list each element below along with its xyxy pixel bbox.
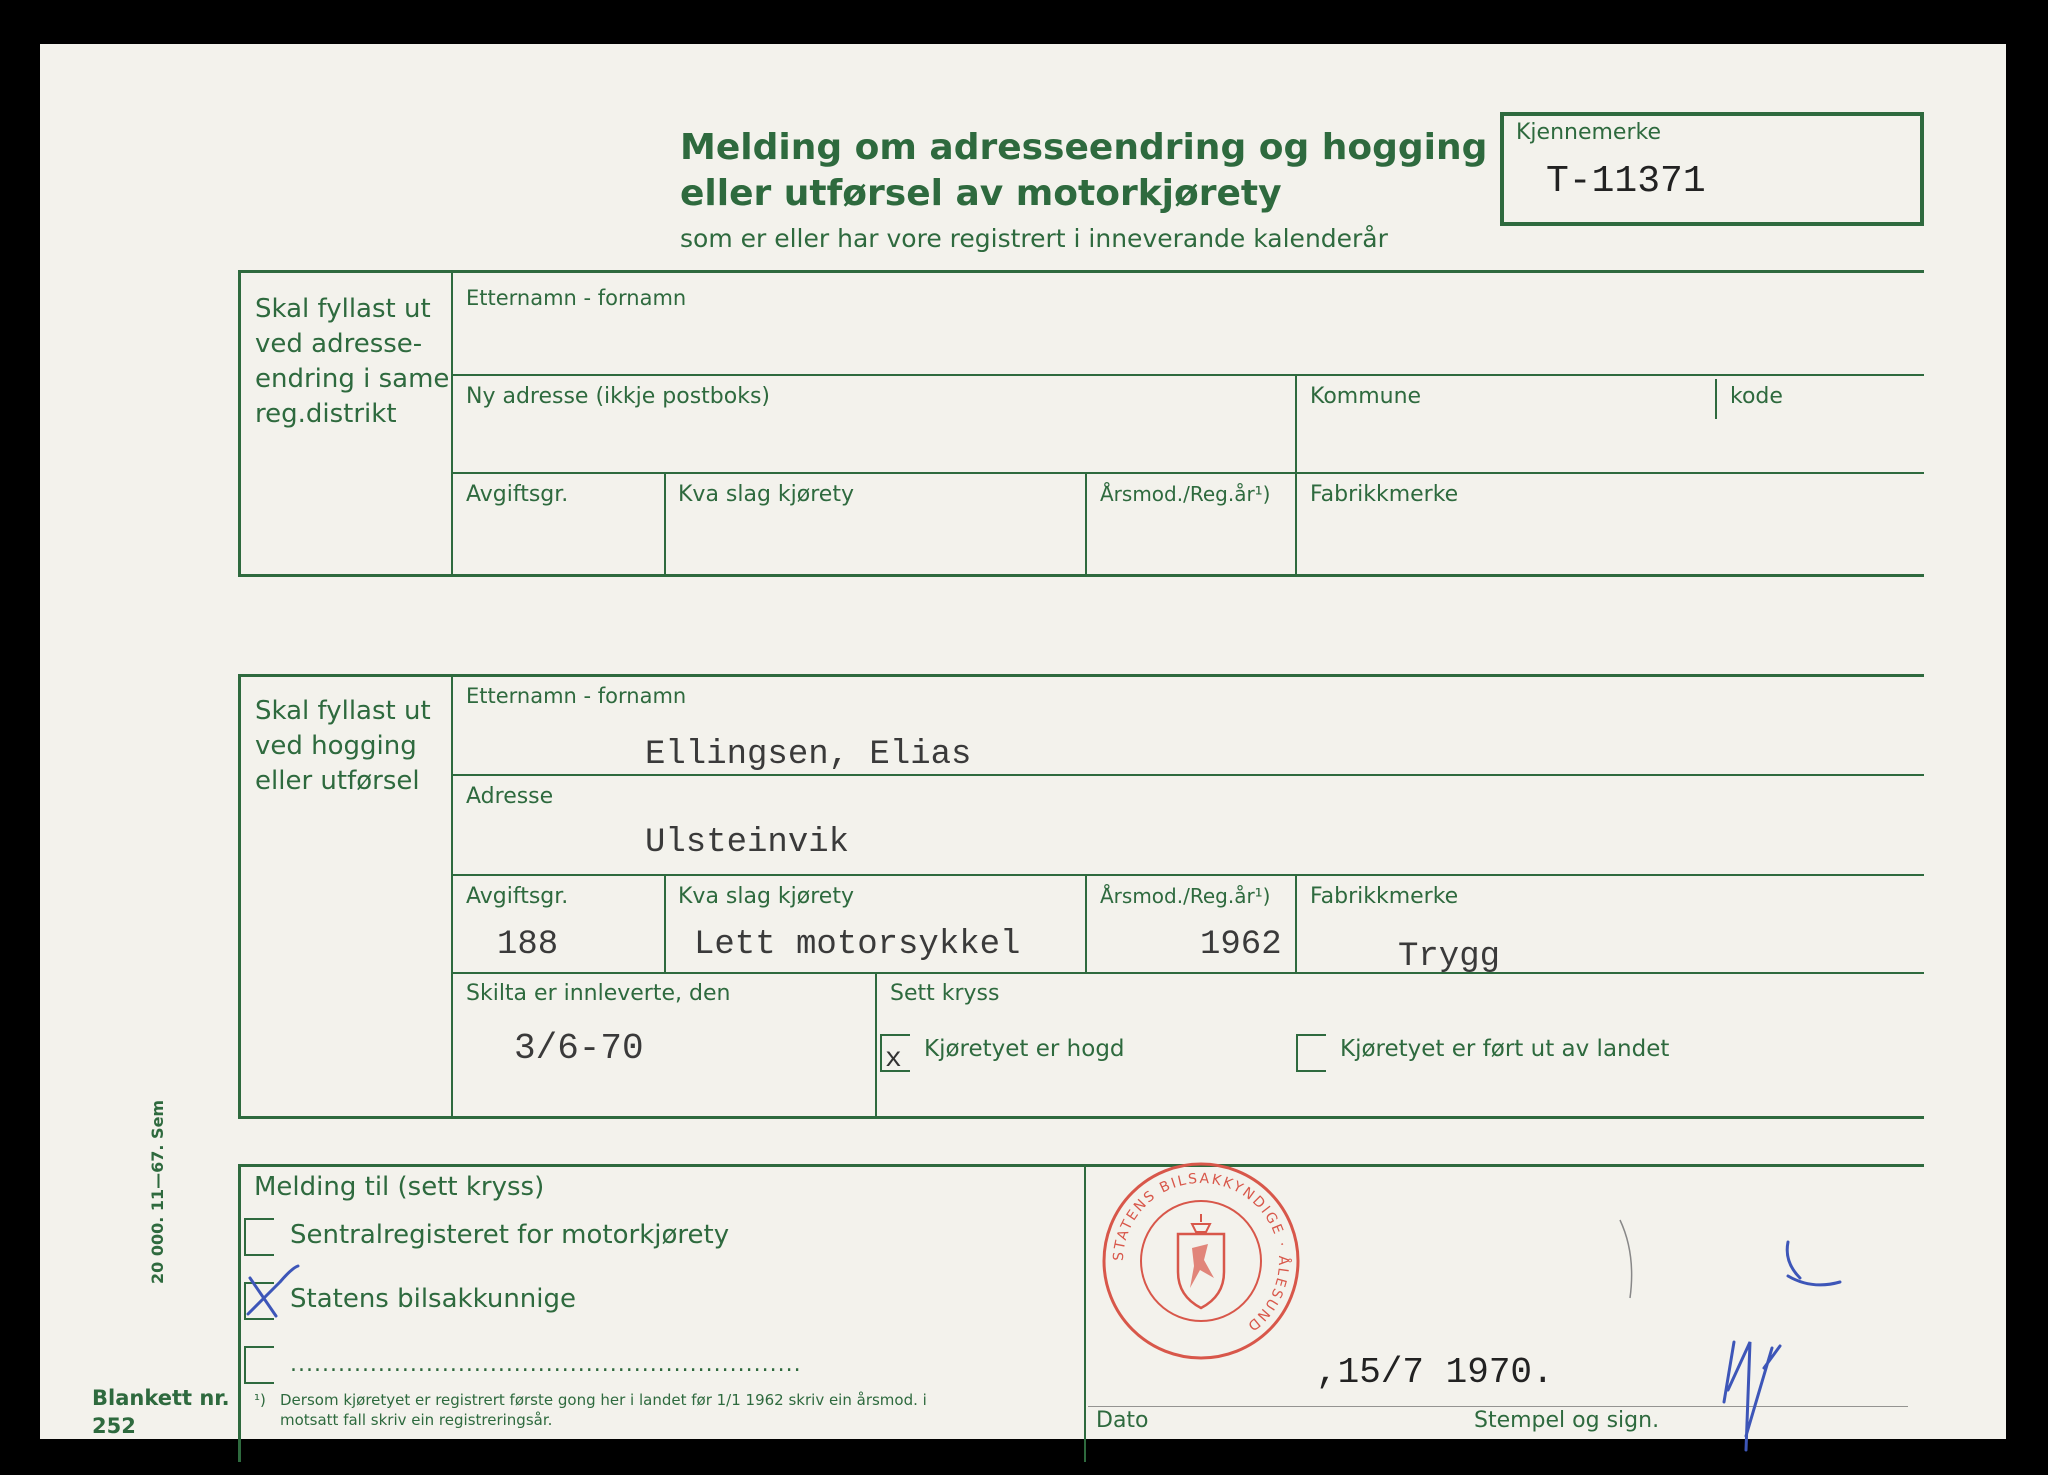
s2-kvaslag-label: Kva slag kjørety: [678, 884, 854, 909]
print-code: 20 000. 11—67. Sem: [148, 1099, 167, 1284]
blankett-label: Blankett nr. 252: [92, 1386, 230, 1438]
utfort-checkbox[interactable]: [1296, 1034, 1326, 1072]
hogd-checkbox-mark: x: [885, 1044, 902, 1075]
s1-kommune-label: Kommune: [1310, 384, 1422, 409]
s1-avgift-label: Avgiftsgr.: [466, 482, 569, 507]
footnote: Dersom kjøretyet er registrert første gong her i landet før 1/1 1962 skriv ein årsmod. i motsatt fall skriv ein registreringsår.: [280, 1391, 927, 1429]
title-line-2: eller utførsel av motorkjørety: [680, 173, 1282, 214]
form-title: [680, 125, 1487, 217]
s1-address-label: Ny adresse (ikkje postboks): [466, 384, 771, 409]
section1-side-label: Skal fyllast ut ved adresse- endring i same reg.distrikt: [255, 294, 450, 429]
kjennemerke-value[interactable]: T-11371: [1546, 160, 1706, 203]
dato-label: Dato: [1096, 1408, 1149, 1433]
hogd-label: Kjøretyet er hogd: [924, 1036, 1125, 1062]
form-paper: [40, 44, 2006, 1439]
kjennemerke-label: Kjennemerke: [1516, 120, 1661, 145]
pencil-mark: [1610, 1214, 1650, 1304]
sentralregister-label: Sentralregisteret for motorkjørety: [290, 1220, 730, 1250]
s2-skilta-label: Skilta er innleverte, den: [466, 981, 731, 1006]
footnote-mark: ¹): [254, 1391, 266, 1409]
dato-value[interactable]: ,15/7 1970.: [1316, 1352, 1554, 1393]
s2-address-label: Adresse: [466, 784, 554, 809]
stamp-ring-text: STATENS BILSAKKYNDIGE · ÅLESUND: [1110, 1170, 1292, 1335]
s1-kvaslag-label: Kva slag kjørety: [678, 482, 854, 507]
official-stamp: [1096, 1156, 1306, 1366]
sentralregister-checkbox[interactable]: [244, 1218, 274, 1256]
s1-name-label: Etternamn - fornamn: [466, 286, 687, 310]
s1-kode-label: kode: [1730, 384, 1783, 409]
s2-fabrikk-label: Fabrikkmerke: [1310, 884, 1459, 909]
s2-arsmod-label: Årsmod./Reg.år¹): [1100, 884, 1271, 908]
s2-name-label: Etternamn - fornamn: [466, 684, 687, 708]
bilsakkunnige-label: Statens bilsakkunnige: [290, 1284, 577, 1314]
s2-address-value[interactable]: Ulsteinvik: [645, 824, 850, 862]
s2-skilta-value[interactable]: 3/6-70: [514, 1028, 644, 1069]
s2-arsmod-value[interactable]: 1962: [1200, 926, 1282, 964]
s2-kvaslag-value[interactable]: Lett motorsykkel: [694, 926, 1021, 964]
other-recipient-dots[interactable]: ................................................................: [290, 1352, 802, 1377]
other-recipient-checkbox[interactable]: [244, 1346, 274, 1384]
s1-arsmod-label: Årsmod./Reg.år¹): [1100, 482, 1271, 506]
melding-label: Melding til (sett kryss): [254, 1172, 545, 1202]
s1-fabrikk-label: Fabrikkmerke: [1310, 482, 1459, 507]
utfort-label: Kjøretyet er ført ut av landet: [1340, 1036, 1670, 1062]
blankett-nr: 252: [92, 1414, 136, 1438]
s2-fabrikk-value[interactable]: Trygg: [1398, 938, 1501, 976]
signature: [1680, 1230, 1860, 1470]
s2-name-value[interactable]: Ellingsen, Elias: [645, 736, 972, 774]
s2-avgift-label: Avgiftsgr.: [466, 884, 569, 909]
kjennemerke-box: [1500, 112, 1924, 226]
s2-avgift-value[interactable]: 188: [497, 926, 559, 964]
title-line-1: Melding om adresseendring og hogging: [680, 127, 1488, 168]
section2-side-label: Skal fyllast ut ved hogging eller utførsel: [255, 696, 431, 796]
s2-sett-kryss-label: Sett kryss: [890, 981, 1000, 1006]
form-subtitle: som er eller har vore registrert i inneverande kalenderår: [680, 224, 1388, 253]
stempel-label: Stempel og sign.: [1474, 1408, 1660, 1433]
